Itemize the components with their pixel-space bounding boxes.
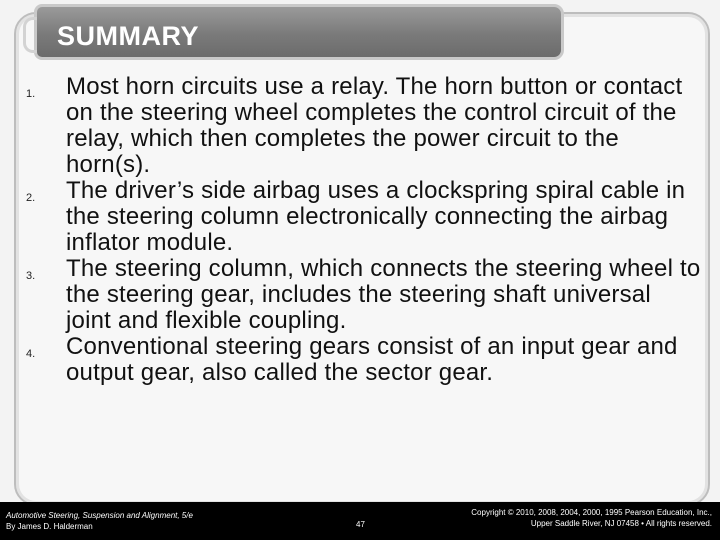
list-item-number: 1.	[26, 88, 36, 100]
list-item	[22, 334, 702, 386]
list-item-text: Conventional steering gears consist of an input gear and output gear, also called the sector gear.	[66, 333, 678, 386]
footer-bar	[0, 502, 720, 540]
footer-author: By James D. Halderman	[6, 522, 93, 531]
list-item	[22, 256, 702, 334]
footer-page-number: 47	[356, 520, 365, 529]
footer-copyright-line1: Copyright © 2010, 2008, 2004, 2000, 1995 Pearson Education, Inc.,	[471, 508, 712, 517]
list-item	[22, 74, 702, 178]
footer-copyright	[471, 507, 712, 529]
list-item-number: 2.	[26, 192, 36, 204]
footer-book-info	[6, 510, 193, 532]
list-item-text: The driver’s side airbag uses a clockspring spiral cable in the steering column electronically connecting the airbag inflator module.	[66, 177, 686, 256]
footer-copyright-line2: Upper Saddle River, NJ 07458 • All rights reserved.	[530, 519, 712, 528]
list-item	[22, 178, 702, 256]
summary-list	[22, 74, 702, 386]
list-item-number: 3.	[26, 270, 36, 282]
list-item-text: Most horn circuits use a relay. The horn button or contact on the steering wheel completes the control circuit of the relay, which then completes the power circuit to the horn(s).	[66, 73, 683, 178]
slide-title: SUMMARY	[57, 21, 199, 51]
list-item-text: The steering column, which connects the steering wheel to the steering gear, includes the steering shaft universal joint and flexible coupling.	[66, 255, 701, 334]
title-bar	[34, 4, 564, 60]
list-item-number: 4.	[26, 348, 36, 360]
footer-book-title: Automotive Steering, Suspension and Alignment, 5/e	[6, 511, 193, 520]
